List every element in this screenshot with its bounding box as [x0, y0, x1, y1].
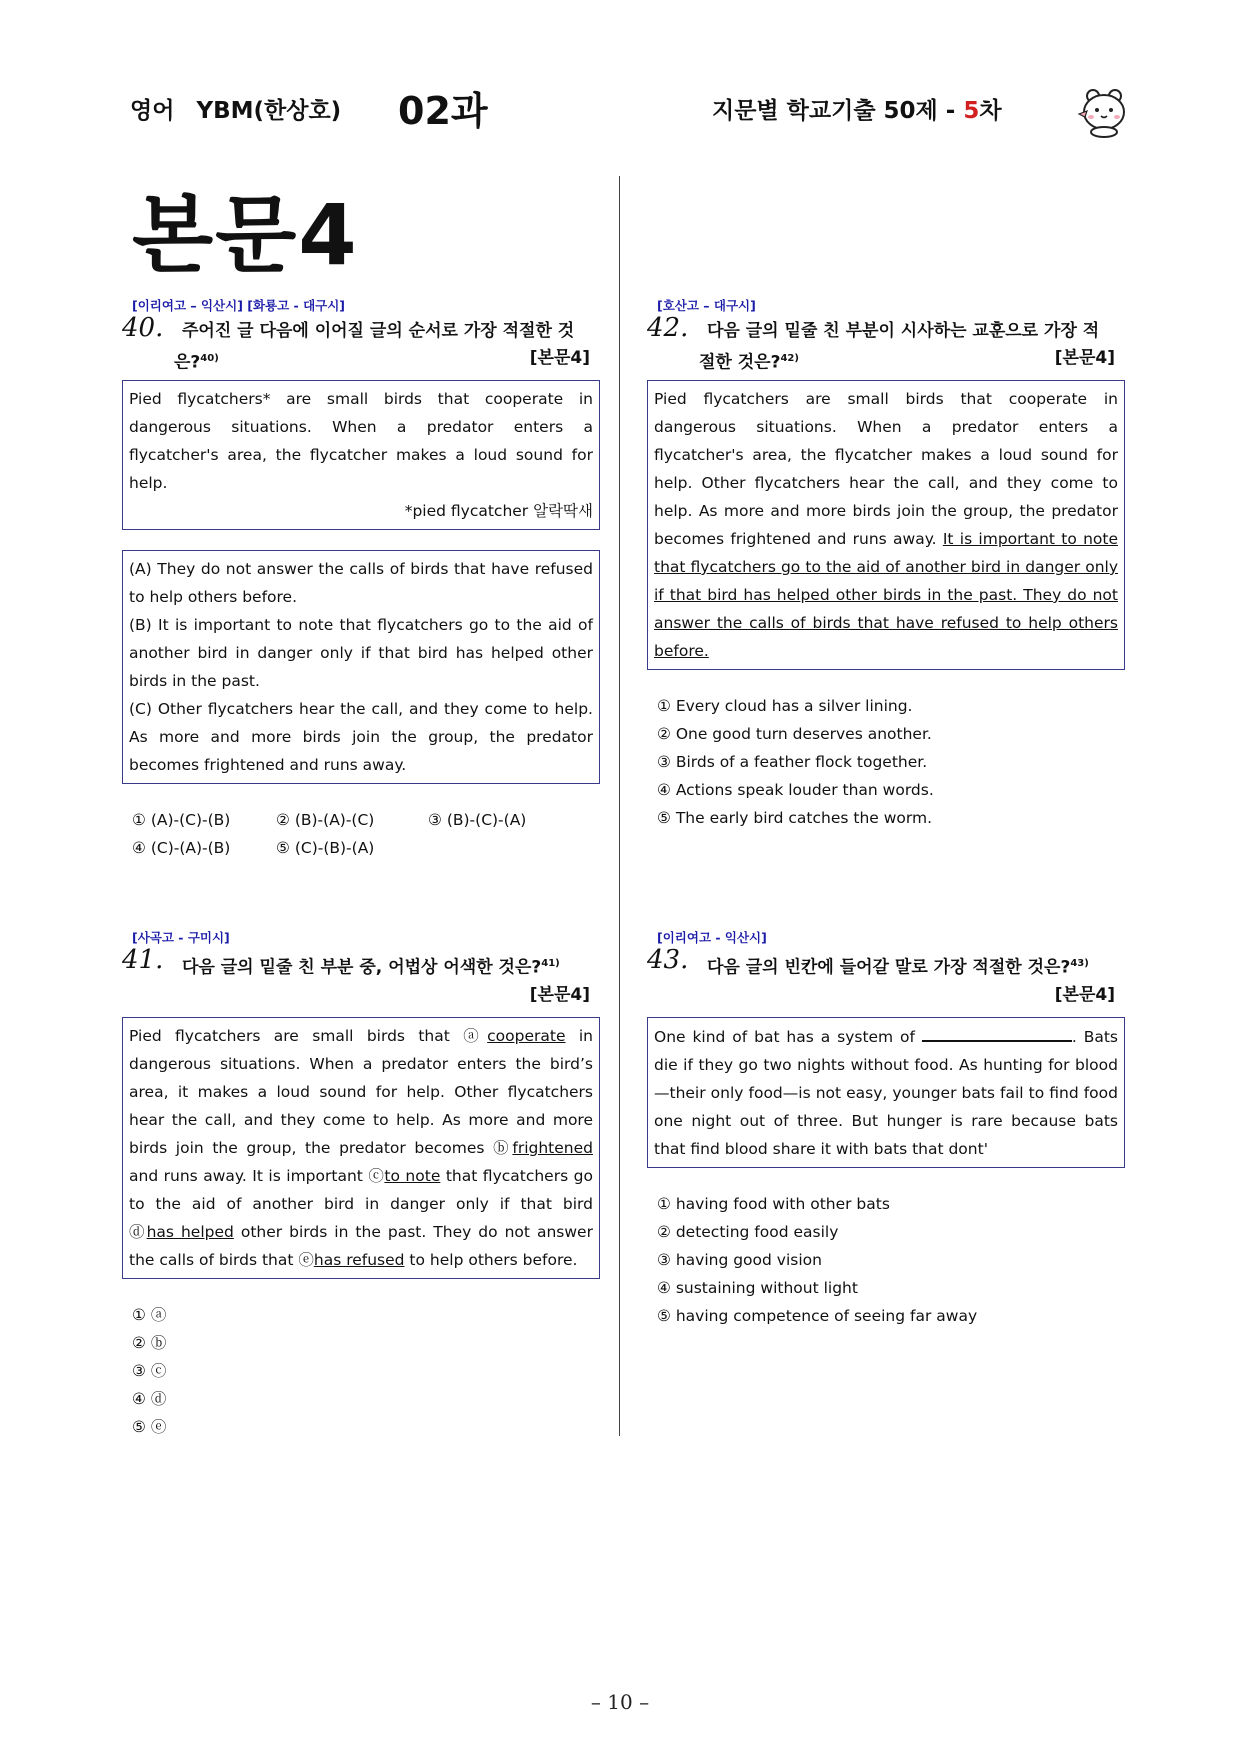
- question-number: 42.: [647, 313, 689, 343]
- choice-5[interactable]: ⑤ having competence of seeing far away: [657, 1306, 978, 1325]
- answer-choices: [132, 806, 600, 862]
- given-passage-note: *pied flycatcher 알락딱새: [404, 502, 593, 520]
- question-stem: [647, 945, 1125, 982]
- question-stem: [122, 945, 600, 982]
- question-source: [호산고 – 대구시]: [657, 298, 756, 313]
- given-passage-box: [122, 380, 600, 530]
- section-title: 본문4: [132, 186, 359, 284]
- question-stem-line2: 절한 것은?: [699, 352, 781, 373]
- question-number: 40.: [122, 313, 164, 343]
- choice-1[interactable]: ① Every cloud has a silver lining.: [657, 697, 913, 715]
- choice-3[interactable]: ③ ⓒ: [132, 1361, 167, 1380]
- footnote-ref: 43): [1070, 958, 1089, 969]
- choice-2[interactable]: ② One good turn deserves another.: [657, 725, 932, 743]
- marker-d: ⓓ: [129, 1222, 147, 1241]
- question-41: [122, 928, 600, 1441]
- answer-blank: [922, 1022, 1072, 1042]
- underlined-e: has refused: [313, 1250, 405, 1269]
- choice-4[interactable]: ④ sustaining without light: [657, 1278, 858, 1297]
- underlined-passage: It is important to note that flycatchers go to the aid of another bird in danger only if that bird has helped other birds in the past. They do not answer the calls of birds that have refused to help others before.: [654, 530, 1119, 660]
- section-tag: [본문4]: [1054, 984, 1115, 1005]
- passage-a: (A) They do not answer the calls of birds that have refused to help others before.: [129, 560, 593, 606]
- question-43: [647, 928, 1125, 1330]
- question-source: [이리여고 – 익산시] [화룡고 - 대구시]: [132, 298, 346, 313]
- choice-2[interactable]: ② (B)-(A)-(C): [276, 811, 375, 829]
- choice-4[interactable]: ④ (C)-(A)-(B): [132, 839, 231, 857]
- underlined-a: cooperate: [487, 1026, 566, 1045]
- question-stem-line1: 주어진 글 다음에 이어질 글의 순서로 가장 적절한 것: [182, 321, 575, 341]
- marker-c: ⓒ: [368, 1166, 385, 1185]
- choice-1[interactable]: ① (A)-(C)-(B): [132, 811, 231, 829]
- question-stem-text: 다음 글의 밑줄 친 부분 중, 어법상 어색한 것은?: [182, 957, 542, 978]
- choice-4[interactable]: ④ Actions speak louder than words.: [657, 781, 934, 799]
- passage-text: in dangerous situations. When a predator enters the bird’s area, it makes a loud sound for help. Other flycatchers hear the call, and they come to help. As more and more birds join the group, the predator becomes: [129, 1026, 593, 1157]
- subject-label: 영어: [130, 98, 175, 124]
- answer-choices: [657, 1190, 1125, 1330]
- marker-e: ⓔ: [298, 1250, 314, 1269]
- ordering-passages-box: [122, 550, 600, 784]
- question-number: 43.: [647, 945, 689, 975]
- given-passage-text: Pied flycatchers* are small birds that cooperate in dangerous situations. When a predator enters a flycatcher's area, the flycatcher makes a loud sound for help.: [129, 390, 593, 492]
- question-source: [사곡고 - 구미시]: [132, 930, 230, 945]
- question-stem-text: 다음 글의 빈칸에 들어갈 말로 가장 적절한 것은?: [707, 957, 1071, 978]
- choice-5[interactable]: ⑤ The early bird catches the worm.: [657, 809, 933, 827]
- marker-a: ⓐ: [463, 1026, 488, 1045]
- passage-text: to help others before.: [404, 1250, 578, 1269]
- marker-b: ⓑ: [493, 1138, 513, 1157]
- choice-5[interactable]: ⑤ ⓔ: [132, 1417, 167, 1436]
- passage-c: (C) Other flycatchers hear the call, and they come to help. As more and more birds join the group, the predator becomes frightened and runs away.: [129, 700, 593, 774]
- footnote-ref: 40): [200, 353, 219, 364]
- passage-text: Pied flycatchers are small birds that: [129, 1026, 464, 1045]
- grammar-passage-box: [122, 1017, 600, 1279]
- header-subject-textbook: [130, 92, 341, 125]
- series-round-unit: 차: [979, 98, 1002, 124]
- lesson-label: 02과: [398, 89, 488, 133]
- underlined-c: to note: [384, 1166, 441, 1185]
- lesson-passage-box: [647, 380, 1125, 670]
- question-42: [647, 296, 1125, 832]
- passage-text: . Bats die if they go two nights without food. As hunting for blood—their only food—is not easy, younger bats fail to find food one night out of three. But hunger is rare because bats that find blood share it with bats that dont': [654, 1027, 1118, 1158]
- bear-mascot-icon: [1075, 86, 1131, 138]
- choice-2[interactable]: ② detecting food easily: [657, 1222, 839, 1241]
- section-tag: [본문4]: [1054, 348, 1115, 368]
- series-round-number: 5: [963, 98, 980, 124]
- column-divider: [619, 176, 620, 1436]
- blank-passage-box: [647, 1017, 1125, 1168]
- question-stem: [647, 313, 1125, 345]
- underlined-b: frightened: [512, 1138, 593, 1157]
- section-tag: [본문4]: [529, 348, 590, 368]
- question-40: [122, 296, 600, 862]
- choice-1[interactable]: ① ⓐ: [132, 1305, 167, 1324]
- choice-3[interactable]: ③ having good vision: [657, 1250, 822, 1269]
- passage-text: that flycatchers go to the aid of another bird in danger only if that bird: [129, 1166, 593, 1213]
- choice-2[interactable]: ② ⓑ: [132, 1333, 167, 1352]
- question-number: 41.: [122, 945, 164, 975]
- question-source: [이리여고 - 익산시]: [657, 930, 767, 945]
- footnote-ref: 41): [541, 958, 560, 969]
- footnote-ref: 42): [780, 353, 799, 364]
- section-tag: [본문4]: [529, 984, 590, 1005]
- series-prefix: 지문별 학교기출 50제 -: [712, 98, 964, 124]
- question-stem: [122, 313, 600, 345]
- underlined-d: has helped: [146, 1222, 234, 1241]
- choice-4[interactable]: ④ ⓓ: [132, 1389, 167, 1408]
- choice-1[interactable]: ① having food with other bats: [657, 1194, 890, 1213]
- answer-choices: [657, 692, 1125, 832]
- page-number: – 10 –: [590, 1690, 650, 1714]
- passage-text: other birds in the past. They do not answer the calls of birds that: [129, 1222, 593, 1269]
- choice-3[interactable]: ③ Birds of a feather flock together.: [657, 753, 928, 771]
- question-stem-line1: 다음 글의 밑줄 친 부분이 시사하는 교훈으로 가장 적: [707, 321, 1100, 341]
- textbook-label: YBM(한상호): [196, 98, 342, 124]
- passage-text: One kind of bat has a system of: [654, 1027, 922, 1046]
- question-stem-line2: 은?: [174, 352, 201, 373]
- passage-text: Pied flycatchers are small birds that cooperate in dangerous situations. When a predator enters a flycatcher's area, the flycatcher makes a loud sound for help. Other flycatchers hear the call, and they come to help. As more and more birds join the group, the predator becomes frightened and runs away.: [654, 390, 1118, 548]
- choice-5[interactable]: ⑤ (C)-(B)-(A): [276, 839, 375, 857]
- answer-choices: [132, 1301, 600, 1441]
- passage-text: and runs away. It is important: [129, 1166, 369, 1185]
- passage-b: (B) It is important to note that flycatchers go to the aid of another bird in danger only if that bird has helped other birds in the past.: [129, 616, 593, 690]
- choice-3[interactable]: ③ (B)-(C)-(A): [428, 811, 527, 829]
- series-label: [712, 92, 1002, 125]
